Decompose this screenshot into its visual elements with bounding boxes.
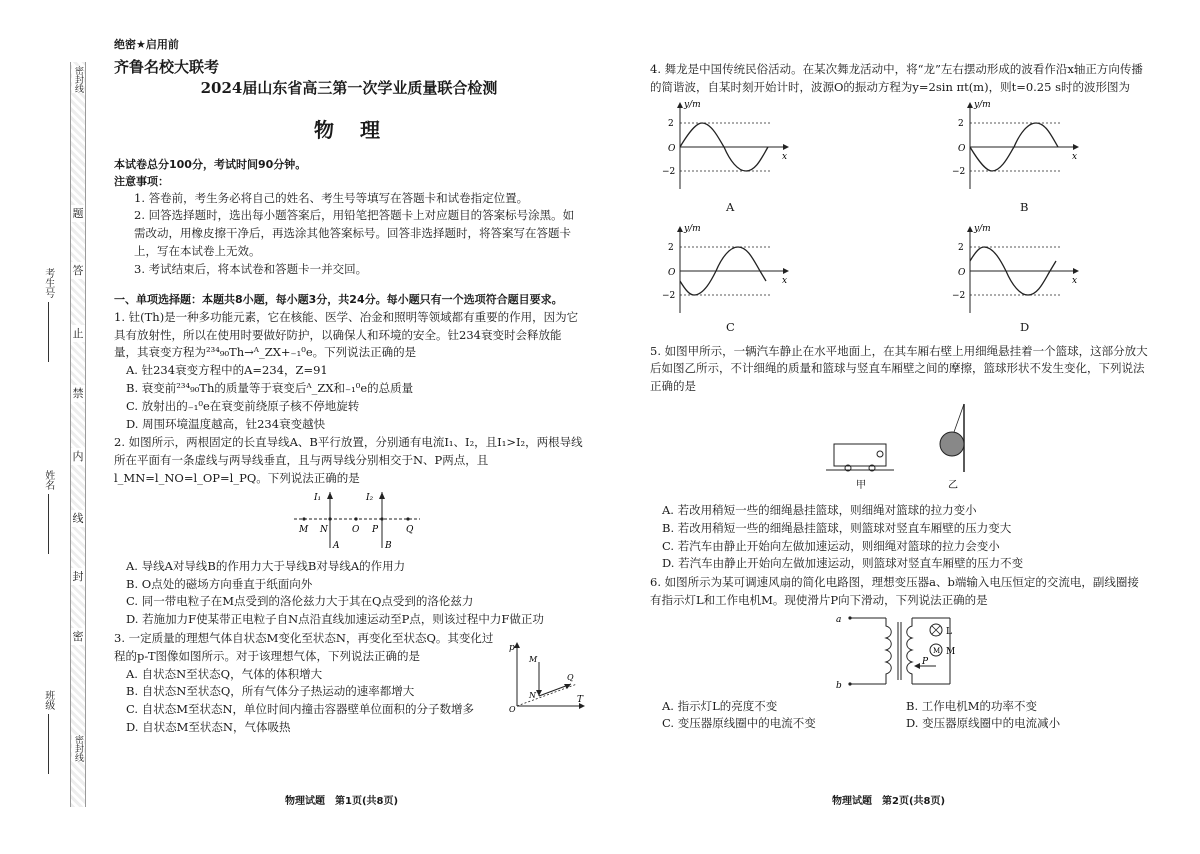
option-d: D. 周围环境温度越高，钍234衰变越快 xyxy=(126,416,326,431)
label-b: B xyxy=(385,540,392,551)
label-m: M xyxy=(299,524,309,535)
question-6 xyxy=(650,574,1150,733)
question-stem: 2. 如图所示，两根固定的长直导线A、B平行放置，分别通有电流I₁、I₂，且I₁>I₂，两根导线所在平面有一条虚线与两导线垂直，且与两导线分别相交于N、P两点，且l_MN=l_NO=l_OP=l_PQ。下列说法正确的是 xyxy=(114,435,583,486)
y-axis-label: y/m xyxy=(974,223,991,234)
origin: O xyxy=(668,267,676,278)
tick-pos: 2 xyxy=(668,242,674,253)
x-axis-label: x xyxy=(782,151,788,162)
axis-p: p xyxy=(509,642,515,653)
label-i1: I₁ xyxy=(314,492,322,503)
binding-char: 内 xyxy=(71,448,85,465)
tick-neg: −2 xyxy=(662,166,676,177)
wire-diagram xyxy=(114,488,584,552)
field-exam-number xyxy=(28,268,68,362)
score-time: 本试卷总分100分，考试时间90分钟。 xyxy=(114,157,307,171)
option-a: A. 钍234衰变方程中的A=234，Z=91 xyxy=(126,363,328,378)
binding-char: 止 xyxy=(71,325,85,342)
label-q: Q xyxy=(406,524,414,535)
pt-graph xyxy=(509,640,587,712)
question-3 xyxy=(114,630,584,737)
tick-pos: 2 xyxy=(958,242,964,253)
note-3: 3. 考试结束后，将本试卷和答题卡一并交回。 xyxy=(134,261,368,276)
question-1 xyxy=(114,309,584,434)
graph-a xyxy=(650,97,900,221)
note-1: 1. 答卷前，考生务必将自己的姓名、考生号等填写在答题卡和试卷指定位置。 xyxy=(134,190,529,205)
section-heading: 一、单项选择题：本题共8小题，每小题3分，共24分。每小题只有一个选项符合题目要求。 xyxy=(114,292,563,306)
question-stem: 5. 如图甲所示，一辆汽车静止在水平地面上，在其车厢右壁上用细绳悬挂着一个篮球，这部分放大后如图乙所示，不计细绳的质量和篮球与竖直车厢壁之间的摩擦，篮球形状不发生变化，下列说法正确的是 xyxy=(650,343,1148,394)
origin: O xyxy=(509,704,516,712)
x-axis-label: x xyxy=(782,275,788,286)
option-a: A. 若改用稍短一些的细绳悬挂篮球，则细绳对篮球的拉力变小 xyxy=(662,502,977,517)
graph-c xyxy=(650,221,900,339)
wave-graphs xyxy=(650,97,1150,339)
axis-t: T xyxy=(577,694,584,705)
binding-band xyxy=(70,62,86,807)
option-d: D. 变压器原线圈中的电流减小 xyxy=(906,716,1061,731)
exam-title: 2024届山东省高三第一次学业质量联合检测 xyxy=(200,79,498,98)
y-axis-label: y/m xyxy=(684,223,701,234)
tick-neg: −2 xyxy=(952,290,966,301)
tick-pos: 2 xyxy=(668,118,674,129)
binding-head-bottom: 密封线 xyxy=(73,735,83,762)
label-jia: 甲 xyxy=(856,480,866,492)
binding-strip xyxy=(0,0,100,854)
options-row-1 xyxy=(650,698,1150,716)
question-stem: 1. 钍(Th)是一种多功能元素，它在核能、医学、冶金和照明等领域都有重要的作用，因为它具有放射性，所以在使用时要做好防护，以确保人和环境的安全。钍234衰变时会释放能量，其衰变方程为²³⁴₉₀Th→ᴬ_ZX+₋₁⁰e。下列说法正确的是 xyxy=(114,309,579,360)
option-d: D. 自状态M至状态N，气体吸热 xyxy=(126,720,291,734)
question-2 xyxy=(114,434,584,629)
question-stem: 6. 如图所示为某可调速风扇的简化电路图，理想变压器a、b端输入电压恒定的交流电，副线圈接有指示灯L和工作电机M。现使滑片P向下滑动，下列说法正确的是 xyxy=(650,575,1139,607)
car-basketball-figure xyxy=(650,396,1150,496)
subject-title: 物理 xyxy=(314,117,406,142)
notes-title: 注意事项： xyxy=(114,174,169,188)
binding-char: 题 xyxy=(71,205,85,222)
y-axis-label: y/m xyxy=(684,99,701,110)
question-5 xyxy=(650,343,1150,574)
org-name: 齐鲁名校大联考 xyxy=(114,58,220,77)
option-d: D. 若施加力F使某带正电粒子自N点沿直线加速运动至P点，则该过程中力F做正功 xyxy=(126,612,544,627)
field-name xyxy=(28,470,68,554)
label-l: L xyxy=(946,626,952,637)
binding-char: 答 xyxy=(71,262,85,279)
label-n: N xyxy=(320,524,328,535)
binding-char: 禁 xyxy=(71,385,85,402)
option-b: B. 若改用稍短一些的细绳悬挂篮球，则篮球对竖直车厢壁的压力变大 xyxy=(662,520,1012,535)
origin: O xyxy=(668,143,676,154)
option-b: B. 自状态N至状态Q，所有气体分子热运动的速率都增大 xyxy=(126,684,415,699)
tick-pos: 2 xyxy=(958,118,964,129)
binding-char: 线 xyxy=(71,510,85,527)
transformer-circuit xyxy=(650,610,1150,692)
label-b: b xyxy=(836,680,842,691)
option-b: B. 工作电机M的功率不变 xyxy=(906,698,1038,713)
note-2: 2. 回答选择题时，选出每小题答案后，用铅笔把答题卡上对应题目的答案标号涂黑。如需改动，用橡皮擦干净后，再选涂其他答案标号。回答非选择题时，将答案写在答题卡上，写在本试卷上无效。 xyxy=(134,208,575,259)
label-p: P xyxy=(372,524,379,535)
option-c: C. 放射出的₋₁⁰e在衰变前绕原子核不停地旋转 xyxy=(126,398,360,413)
options-row-2 xyxy=(650,715,1150,733)
binding-head-top: 密封线 xyxy=(73,66,83,93)
label-o: O xyxy=(352,524,360,535)
footer-page-2: 物理试题 第2页(共8页) xyxy=(832,796,946,807)
field-label: 姓名 xyxy=(42,470,54,490)
label-yi: 乙 xyxy=(948,480,958,492)
svg-text:M: M xyxy=(933,646,941,655)
label-m: M xyxy=(946,646,956,657)
label-q: Q xyxy=(567,672,574,682)
label-a: a xyxy=(836,614,842,625)
tick-neg: −2 xyxy=(662,290,676,301)
option-a: A. 导线A对导线B的作用力大于导线B对导线A的作用力 xyxy=(126,558,406,573)
page-2 xyxy=(650,60,1150,733)
option-a: A. 自状态N至状态Q，气体的体积增大 xyxy=(126,666,323,681)
field-class xyxy=(28,690,68,774)
question-4 xyxy=(650,61,1150,339)
question-stem: 3. 一定质量的理想气体自状态M变化至状态N，再变化至状态Q。其变化过程的p-T图像如图所示。对于该理想气体，下列说法正确的是 xyxy=(114,630,494,663)
tick-neg: −2 xyxy=(952,166,966,177)
graph-b xyxy=(900,97,1150,221)
option-c: C. 若汽车由静止开始向左做加速运动，则细绳对篮球的拉力会变小 xyxy=(662,538,1000,553)
option-a: A. 指示灯L的亮度不变 xyxy=(662,698,778,713)
origin: O xyxy=(958,267,966,278)
graph-d xyxy=(900,221,1150,339)
label-a: A xyxy=(333,540,340,551)
option-c: C. 自状态M至状态N，单位时间内撞击容器壁单位面积的分子数增多 xyxy=(126,702,475,717)
binding-char: 密 xyxy=(71,628,85,645)
x-axis-label: x xyxy=(1072,151,1078,162)
x-axis-label: x xyxy=(1072,275,1078,286)
page-1 xyxy=(114,36,584,737)
graph-label: B xyxy=(1020,199,1029,214)
label-m: M xyxy=(529,654,538,664)
y-axis-label: y/m xyxy=(974,99,991,110)
footer-page-1: 物理试题 第1页(共8页) xyxy=(285,796,399,807)
label-i2: I₂ xyxy=(366,492,374,503)
secret-mark: 绝密★启用前 xyxy=(114,38,179,51)
field-label: 考生号 xyxy=(42,268,54,298)
option-c: C. 变压器原线圈中的电流不变 xyxy=(662,716,816,731)
origin: O xyxy=(958,143,966,154)
question-stem: 4. 舞龙是中国传统民俗活动。在某次舞龙活动中，将“龙”左右摆动形成的波看作沿x轴正方向传播的简谐波，自某时刻开始计时，波源O的振动方程为y=2sin πt(m)，则t=0.25 s时的波形图为 xyxy=(650,62,1143,94)
graph-label: A xyxy=(726,199,735,214)
binding-char: 封 xyxy=(71,568,85,585)
graph-label: D xyxy=(1020,319,1030,334)
label-p: P xyxy=(922,656,929,667)
graph-label: C xyxy=(726,319,735,334)
option-b: B. O点处的磁场方向垂直于纸面向外 xyxy=(126,576,313,591)
option-b: B. 衰变前²³⁴₉₀Th的质量等于衰变后ᴬ_ZX和₋₁⁰e的总质量 xyxy=(126,381,414,395)
option-d: D. 若汽车由静止开始向左做加速运动，则篮球对竖直车厢壁的压力不变 xyxy=(662,556,1024,571)
field-label: 班级 xyxy=(42,690,54,710)
option-c: C. 同一带电粒子在M点受到的洛伦兹力大于其在Q点受到的洛伦兹力 xyxy=(126,594,474,609)
label-n: N xyxy=(529,690,536,700)
